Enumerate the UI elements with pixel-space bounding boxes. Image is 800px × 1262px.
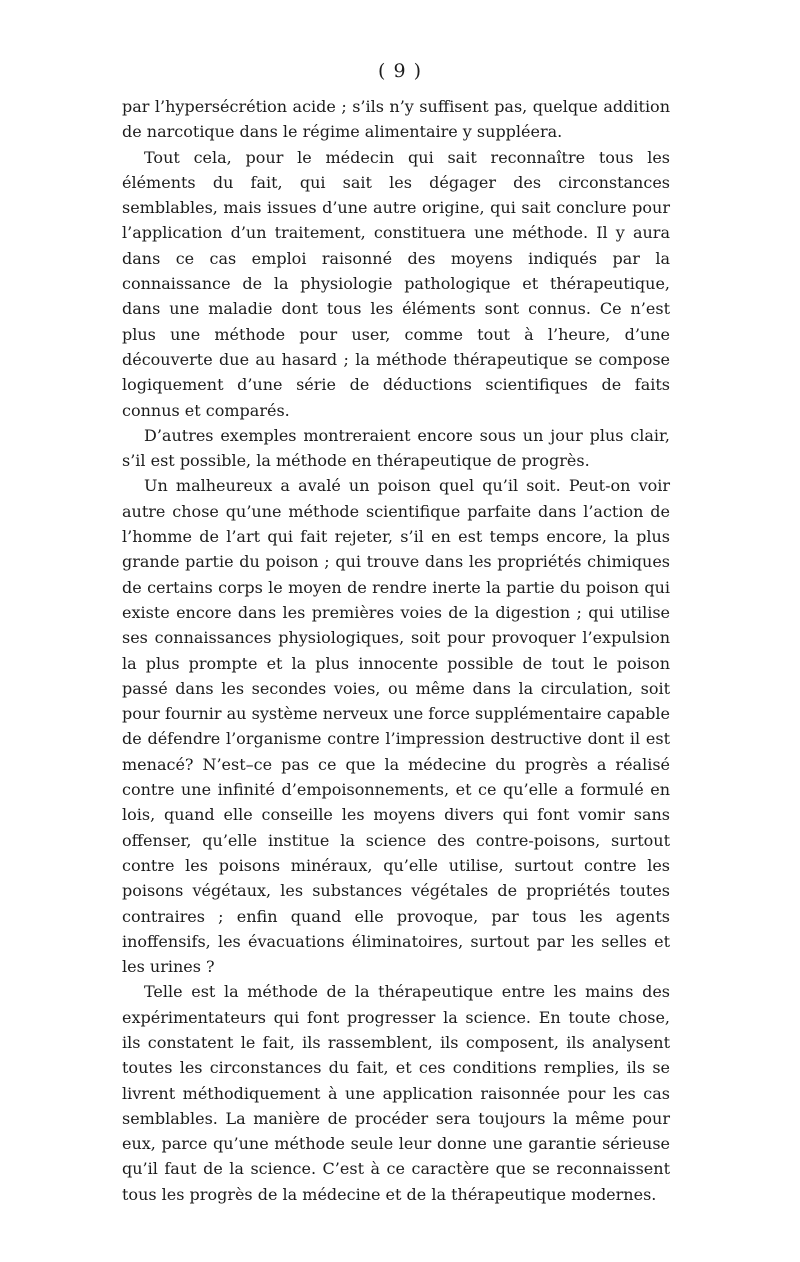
paragraph: Un malheureux a avalé un poison quel qu’il soit. Peut-on voir autre chose qu’une méthode scientifique parfaite dans l’action de l’homme de l’art qui fait rejeter, s’il en est temps encore, la plus grande partie du poison ; qui trouve dans les propriétés chimiques de certains corps le moyen de rendre inerte la partie du poison qui existe encore dans les premières voies de la digestion ; qui utilise ses connaissances physiologiques, soit pour provoquer l’expulsion la plus prompte et la plus innocente possible de tout le poison passé dans les secondes voies, ou même dans la circulation, soit pour fournir au système nerveux une force supplémentaire capable de défendre l’organisme contre l’impression destructive dont il est menacé? N’est–ce pas ce que la médecine du progrès a réalisé contre une infinité d’empoisonnements, et ce qu’elle a formulé en lois, quand elle conseille les moyens divers qui font vomir sans offenser, qu’elle institue la science des contre-poisons, surtout contre les poisons minéraux, qu’elle utilise, surtout contre les poisons végétaux, les substances végétales de propriétés toutes contraires ; enfin quand elle provoque, par tous les agents inoffensifs, les évacuations éliminatoires, surtout par les selles et les urines ? <box>122 476 670 977</box>
paragraph: Telle est la méthode de la thérapeutique entre les mains des expérimentateurs qui font progresser la science. En toute chose, ils constatent le fait, ils rassemblent, ils composent, ils analysent toutes les circonstances du fait, et ces conditions remplies, ils se livrent méthodiquement à une application raisonnée pour les cas semblables. La manière de procéder sera toujours la même pour eux, parce qu’une méthode seule leur donne une garantie sérieuse qu’il faut de la science. C’est à ce caractère que se reconnaissent tous les progrès de la médecine et de la thérapeutique modernes. <box>122 982 670 1204</box>
paragraph: par l’hypersécrétion acide ; s’ils n’y suffisent pas, quelque addition de narcotique dans le régime alimentaire y suppléera. <box>122 97 670 142</box>
paragraph: D’autres exemples montreraient encore sous un jour plus clair, s’il est possible, la méthode en thérapeutique de progrès. <box>122 425 670 471</box>
page-number: ( 9 ) <box>378 60 422 82</box>
body-text <box>122 94 670 1207</box>
paragraph: Tout cela, pour le médecin qui sait reconnaître tous les éléments du fait, qui sait les dégager des circonstances semblables, mais issues d’une autre origine, qui sait conclure pour l’application d’un traitement, constituera une méthode. Il y aura dans ce cas emploi raisonné des moyens indiqués par la connaissance de la physiologie pathologique et thérapeutique, dans une maladie dont tous les éléments sont connus. Ce n’est plus une méthode pour user, comme tout à l’heure, d’une découverte due au hasard ; la méthode thérapeutique se compose logiquement d’une série de déductions scientifiques de faits connus et comparés. <box>122 147 670 420</box>
